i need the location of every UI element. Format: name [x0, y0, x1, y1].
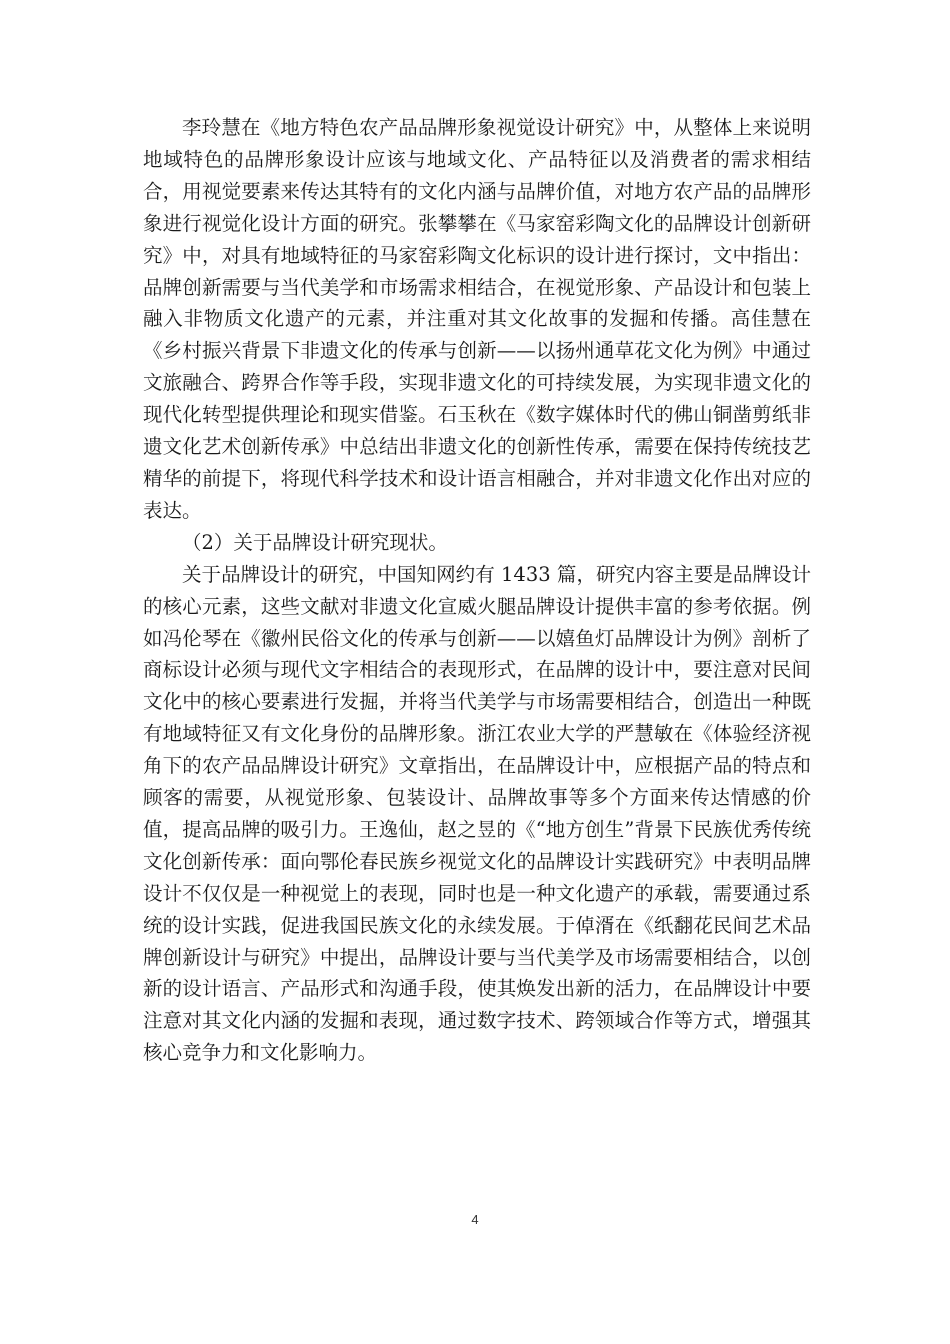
body-paragraph: 李玲慧在《地方特色农产品品牌形象视觉设计研究》中，从整体上来说明地域特色的品牌形象设计应该与地域文化、产品特征以及消费者的需求相结合，用视觉要素来传达其特有的文化内涵与品牌价值，对地方农产品的品牌形象进行视觉化设计方面的研究。张攀攀在《马家窑彩陶文化的品牌设计创新研究》中，对具有地域特征的马家窑彩陶文化标识的设计进行探讨，文中指出：品牌创新需要与当代美学和市场需求相结合，在视觉形象、产品设计和包装上融入非物质文化遗产的元素，并注重对其文化故事的发掘和传播。高佳慧在《乡村振兴背景下非遗文化的传承与创新——以扬州通草花文化为例》中通过文旅融合、跨界合作等手段，实现非遗文化的可持续发展，为实现非遗文化的现代化转型提供理论和现实借鉴。石玉秋在《数字媒体时代的佛山铜凿剪纸非遗文化艺术创新传承》中总结出非遗文化的创新性传承，需要在保持传统技艺精华的前提下，将现代科学技术和设计语言相融合，并对非遗文化作出对应的表达。 [143, 116, 811, 522]
section-heading: （2）关于品牌设计研究现状。 [182, 530, 448, 554]
document-body [143, 112, 811, 1069]
body-paragraph: 关于品牌设计的研究，中国知网约有 1433 篇，研究内容主要是品牌设计的核心元素，这些文献对非遗文化宣威火腿品牌设计提供丰富的参考依据。例如冯伦琴在《徽州民俗文化的传承与创新——以嬉鱼灯品牌设计为例》剖析了商标设计必须与现代文字相结合的表现形式，在品牌的设计中，要注意对民间文化中的核心要素进行发掘，并将当代美学与市场需要相结合，创造出一种既有地域特征又有文化身份的品牌形象。浙江农业大学的严慧敏在《体验经济视角下的农产品品牌设计研究》文章指出，在品牌设计中，应根据产品的特点和顾客的需要，从视觉形象、包装设计、品牌故事等多个方面来传达情感的价值，提高品牌的吸引力。王逸仙，赵之昱的《“地方创生”背景下民族优秀传统文化创新传承：面向鄂伦春民族乡视觉文化的品牌设计实践研究》中表明品牌设计不仅仅是一种视觉上的表现，同时也是一种文化遗产的承载，需要通过系统的设计实践，促进我国民族文化的永续发展。于倬湑在《纸翻花民间艺术品牌创新设计与研究》中提出，品牌设计要与当代美学及市场需要相结合，以创新的设计语言、产品形式和沟通手段，使其焕发出新的活力，在品牌设计中要注意对其文化内涵的发掘和表现，通过数字技术、跨领域合作等方式，增强其核心竞争力和文化影响力。 [143, 562, 811, 1065]
page-number: 4 [471, 1212, 479, 1227]
